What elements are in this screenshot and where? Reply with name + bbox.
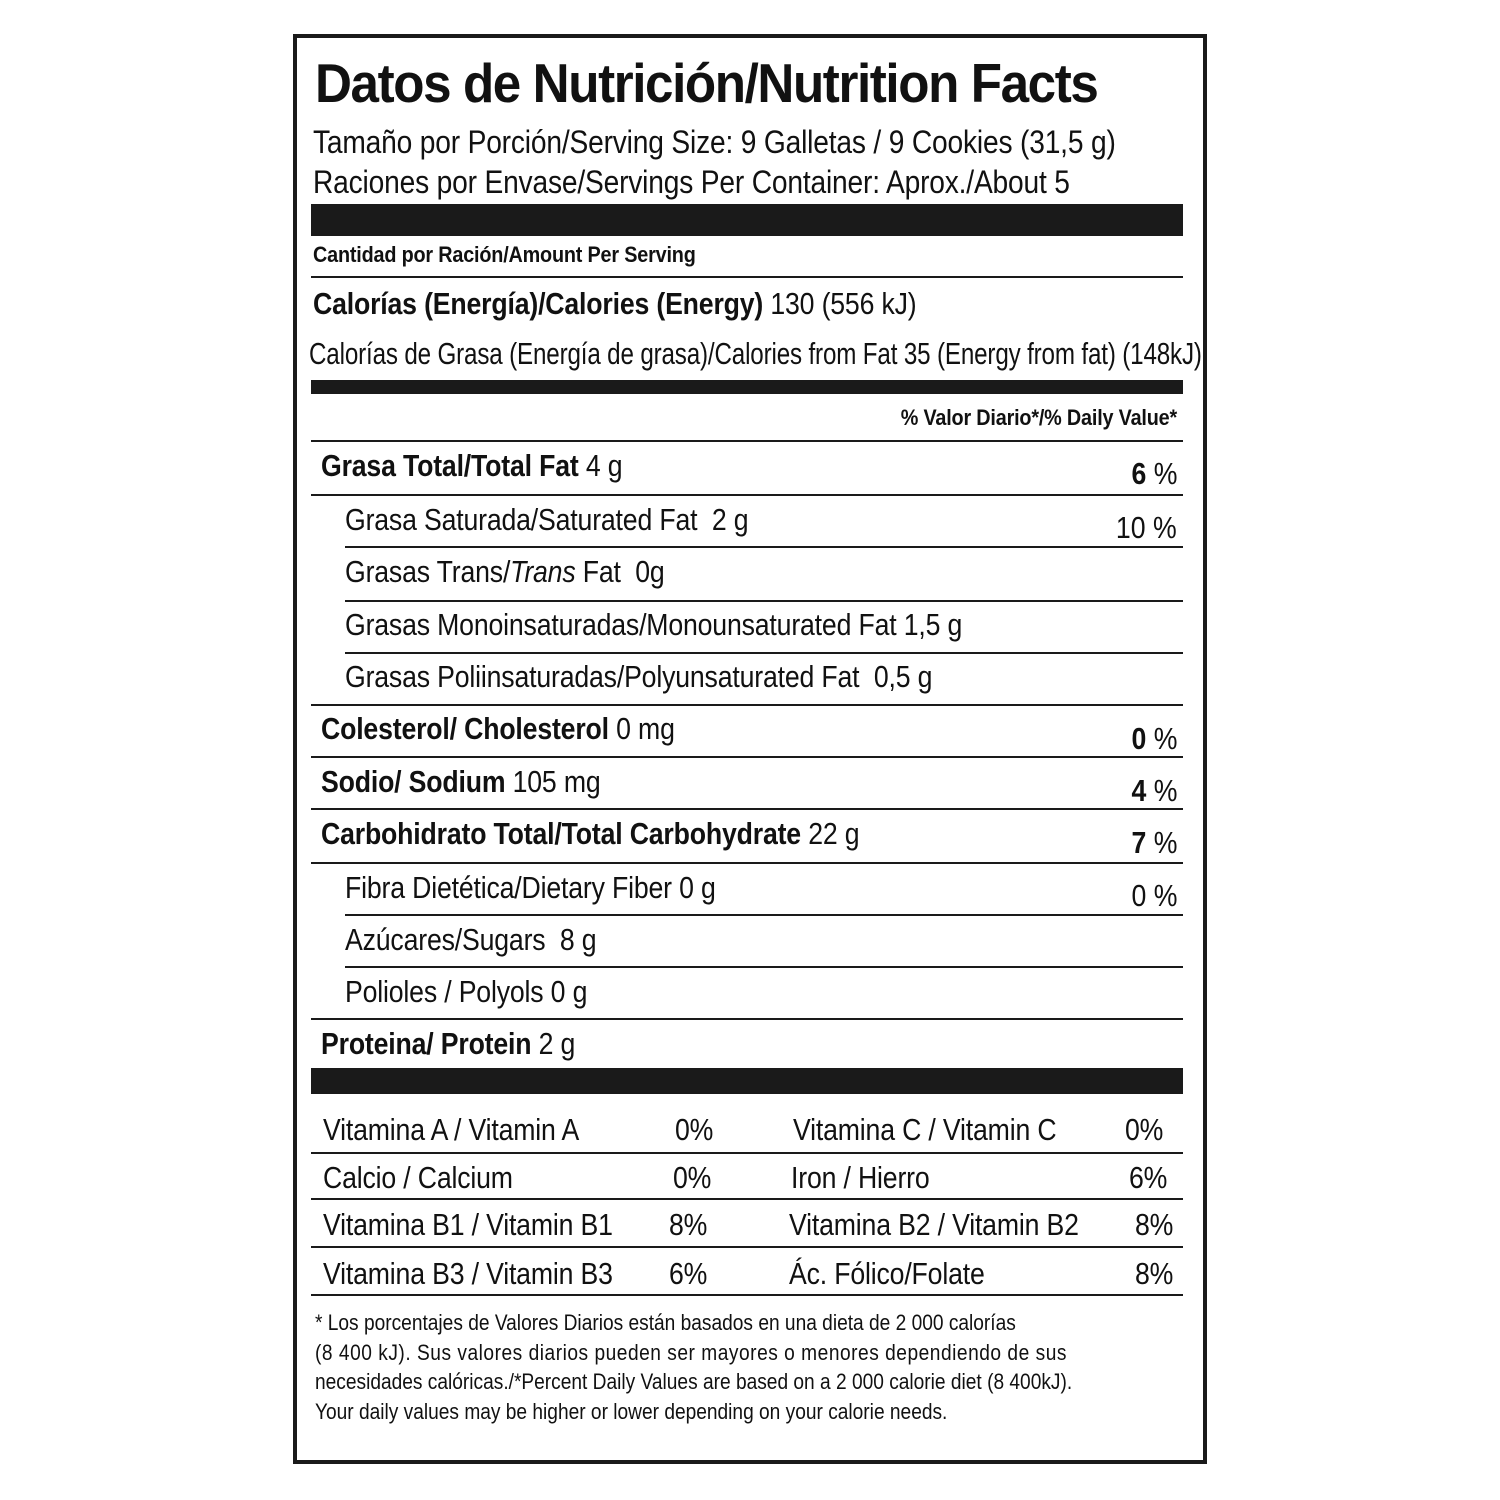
calories-row	[313, 288, 917, 319]
calcium-label: Calcio / Calcium	[323, 1160, 513, 1195]
serving-size: Tamaño por Porción/Serving Size: 9 Galletas / 9 Cookies (31,5 g)	[313, 124, 1116, 160]
nutrition-facts-label	[293, 34, 1207, 1464]
nutrient-label: Polioles / Polyols	[345, 974, 544, 1009]
dv-symbol: %	[1153, 721, 1177, 756]
divider	[345, 966, 1183, 968]
iron-value: 6%	[1129, 1160, 1168, 1195]
calories-label: Calorías (Energía)/Calories (Energy)	[313, 286, 764, 321]
nutrient-label: Grasas Poliinsaturadas/Polyunsaturated Fat	[345, 659, 860, 694]
nutrient-polyunsaturated-fat	[345, 661, 932, 692]
dv-symbol: %	[1153, 773, 1177, 808]
divider	[311, 1198, 1183, 1200]
divider	[311, 862, 1183, 864]
nutrient-amount: 1,5 g	[903, 607, 963, 642]
nutrient-amount: 0 mg	[616, 711, 675, 746]
divider	[311, 1294, 1183, 1296]
servings-per-container: Raciones por Envase/Servings Per Container: Aprox./About 5	[313, 164, 1070, 200]
dv-number: 7	[1131, 825, 1146, 860]
nutrient-label: Fibra Dietética/Dietary Fiber	[345, 870, 672, 905]
footnote-line: (8 400 kJ). Sus valores diarios pueden ser mayores o menores dependiendo de sus	[315, 1339, 1067, 1365]
vitamin-c-value: 0%	[1125, 1112, 1164, 1147]
nutrient-label-italic: Trans	[510, 554, 576, 589]
dv-number: 4	[1131, 773, 1146, 808]
dv-symbol: %	[1153, 825, 1177, 860]
divider	[345, 914, 1183, 916]
calories-from-fat: Calorías de Grasa (Energía de grasa)/Calories from Fat 35 (Energy from fat) (148kJ)	[309, 336, 1202, 371]
divider	[311, 1018, 1183, 1020]
medium-divider	[311, 380, 1183, 394]
nutrient-saturated-fat	[345, 504, 748, 535]
calories-value: 130 (556 kJ)	[770, 286, 917, 321]
iron-label: Iron / Hierro	[791, 1160, 930, 1195]
divider	[311, 276, 1183, 278]
nutrient-total-carbohydrate	[321, 818, 859, 849]
nutrient-amount: 22 g	[808, 816, 860, 851]
vitamin-a-value: 0%	[675, 1112, 714, 1147]
nutrient-amount: 8 g	[559, 922, 597, 957]
footnote-line: * Los porcentajes de Valores Diarios están basados en una dieta de 2 000 calorías	[315, 1310, 1016, 1335]
dv-dietary-fiber	[1131, 878, 1177, 914]
divider	[311, 756, 1183, 758]
nutrient-label: Grasas Monoinsaturadas/Monounsaturated Fat	[345, 607, 897, 642]
nutrient-trans-fat	[345, 556, 665, 587]
nutrient-protein	[321, 1028, 575, 1059]
divider	[311, 1152, 1183, 1154]
folate-value: 8%	[1135, 1256, 1174, 1291]
nutrient-label-post: Fat	[575, 554, 621, 589]
vitamin-b3-value: 6%	[669, 1256, 708, 1291]
divider	[311, 440, 1183, 442]
nutrient-amount: 0 g	[679, 870, 716, 905]
divider	[311, 808, 1183, 810]
footnote	[315, 1308, 1185, 1426]
dv-total-fat	[1131, 456, 1177, 492]
thick-divider	[311, 204, 1183, 236]
folate-label: Ác. Fólico/Folate	[789, 1256, 985, 1291]
dv-number: 0	[1131, 878, 1146, 913]
dv-total-carbohydrate	[1131, 825, 1177, 861]
nutrient-amount: 0 g	[550, 974, 588, 1009]
nutrient-amount: 105 mg	[512, 764, 601, 799]
divider	[345, 600, 1183, 602]
nutrient-amount: 2 g	[711, 502, 749, 537]
nutrient-label: Sodio/ Sodium	[321, 764, 506, 799]
dv-cholesterol	[1131, 721, 1177, 757]
dv-number: 0	[1131, 721, 1146, 756]
nutrient-cholesterol	[321, 713, 675, 744]
vitamin-b1-value: 8%	[669, 1207, 708, 1242]
nutrient-amount: 0g	[635, 554, 665, 589]
nutrient-sodium	[321, 766, 601, 797]
nutrient-amount: 2 g	[538, 1026, 576, 1061]
vitamin-b2-label: Vitamina B2 / Vitamin B2	[789, 1207, 1079, 1242]
dv-number: 10	[1116, 510, 1146, 545]
nutrient-label: Colesterol/ Cholesterol	[321, 711, 609, 746]
label-title: Datos de Nutrición/Nutrition Facts	[315, 52, 1098, 114]
dv-symbol: %	[1153, 456, 1177, 491]
divider	[311, 494, 1183, 496]
nutrient-polyols	[345, 976, 587, 1007]
nutrient-amount: 0,5 g	[873, 659, 933, 694]
vitamin-c-label: Vitamina C / Vitamin C	[793, 1112, 1057, 1147]
nutrient-amount: 4 g	[585, 448, 623, 483]
daily-value-header: % Valor Diario*/% Daily Value*	[900, 405, 1177, 430]
dv-number: 6	[1131, 456, 1146, 491]
calcium-value: 0%	[673, 1160, 712, 1195]
nutrient-label: Azúcares/Sugars	[345, 922, 546, 957]
nutrient-total-fat	[321, 450, 622, 481]
vitamin-b3-label: Vitamina B3 / Vitamin B3	[323, 1256, 613, 1291]
nutrient-label: Proteina/ Protein	[321, 1026, 532, 1061]
nutrient-label: Carbohidrato Total/Total Carbohydrate	[321, 816, 801, 851]
dv-symbol: %	[1153, 510, 1177, 545]
vitamin-a-label: Vitamina A / Vitamin A	[323, 1112, 580, 1147]
divider	[345, 546, 1183, 548]
nutrient-label-pre: Grasas Trans/	[345, 554, 511, 589]
nutrient-dietary-fiber	[345, 872, 716, 903]
amount-per-serving: Cantidad por Ración/Amount Per Serving	[313, 242, 696, 267]
nutrient-sugars	[345, 924, 596, 955]
thick-divider	[311, 1068, 1183, 1094]
nutrient-monounsaturated-fat	[345, 609, 962, 640]
footnote-line: Your daily values may be higher or lower depending on your calorie needs.	[315, 1398, 948, 1424]
dv-saturated-fat	[1116, 510, 1177, 546]
nutrient-label: Grasa Saturada/Saturated Fat	[345, 502, 698, 537]
vitamin-b1-label: Vitamina B1 / Vitamin B1	[323, 1207, 613, 1242]
divider	[311, 1246, 1183, 1248]
divider	[345, 652, 1183, 654]
dv-symbol: %	[1153, 878, 1177, 913]
footnote-line: necesidades calóricas./*Percent Daily Values are based on a 2 000 calorie diet (8 400kJ).	[315, 1369, 1073, 1394]
dv-sodium	[1131, 773, 1177, 809]
nutrient-label: Grasa Total/Total Fat	[321, 448, 579, 483]
divider	[311, 704, 1183, 706]
vitamin-b2-value: 8%	[1135, 1207, 1174, 1242]
